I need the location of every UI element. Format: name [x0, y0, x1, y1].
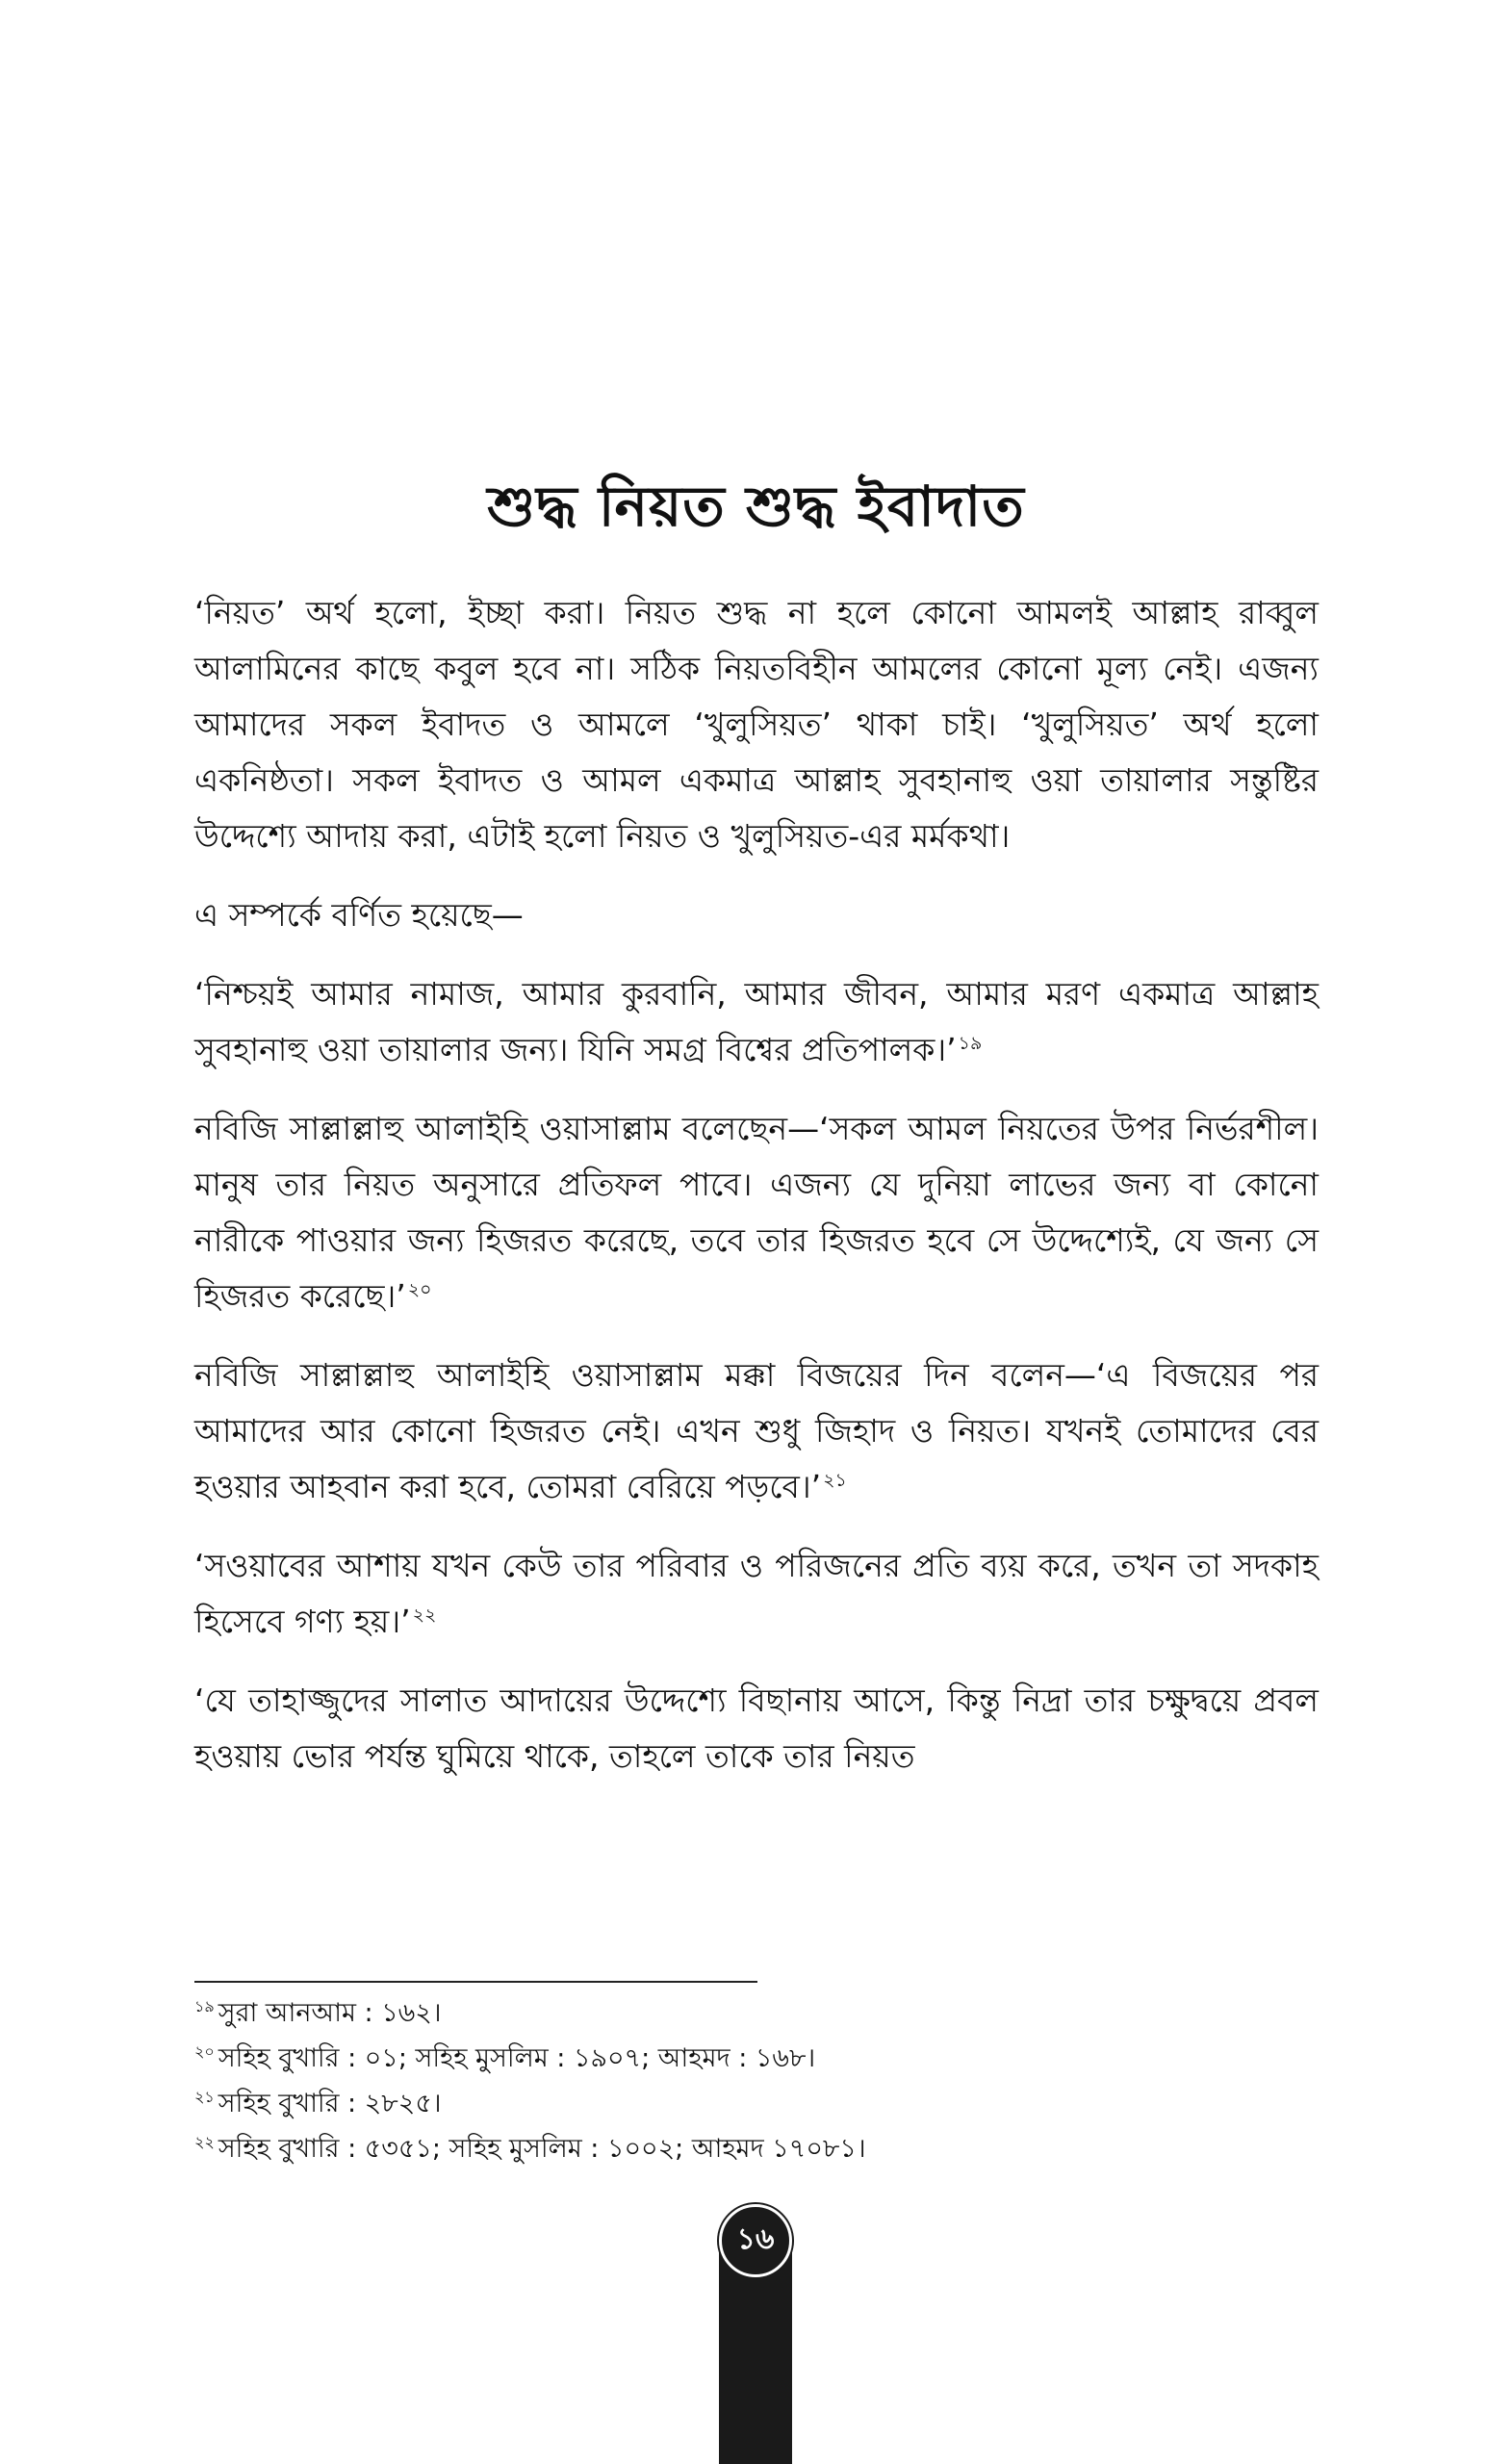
- footnote-ref: ২০: [407, 1279, 432, 1300]
- body-text: [194, 585, 1319, 1808]
- paragraph: [194, 966, 1319, 1078]
- footnote-ref: ১৯: [958, 1033, 983, 1054]
- paragraph-text: নবিজি সাল্লাল্লাহু আলাইহি ওয়াসাল্লাম বলেছেন—‘সকল আমল নিয়তের উপর নির্ভরশীল। মানুষ তার নিয়ত অনুসারে প্রতিফল পাবে। এজন্য যে দুনিয়া লাভের জন্য বা কোনো নারীকে পাওয়ার জন্য হিজরত করেছে, তবে তার হিজরত হবে সে উদ্দেশ্যেই, যে জন্য সে হিজরত করেছে।’: [194, 1110, 1319, 1315]
- footnotes: [194, 1990, 1319, 2171]
- paragraph: [194, 887, 1319, 943]
- paragraph-text: ‘যে তাহাজ্জুদের সালাত আদায়ের উদ্দেশ্যে বিছানায় আসে, কিন্তু নিদ্রা তার চক্ষুদ্বয়ে প্রবল হওয়ায় ভোর পর্যন্ত ঘুমিয়ে থাকে, তাহলে তাকে তার নিয়ত: [194, 1681, 1319, 1775]
- footnote-text: সহিহ বুখারি : ০১; সহিহ মুসলিম : ১৯০৭; আহমদ : ১৬৮।: [218, 2043, 816, 2073]
- page-number: ১৬: [719, 2204, 792, 2277]
- paragraph-text: ‘নিশ্চয়ই আমার নামাজ, আমার কুরবানি, আমার জীবন, আমার মরণ একমাত্র আল্লাহ সুবহানাহু ওয়া তায়ালার জন্য। যিনি সমগ্র বিশ্বের প্রতিপালক।’: [194, 975, 1319, 1068]
- footnote-number: ১৯: [194, 1997, 215, 2015]
- footnote-number: ২১: [194, 2088, 215, 2106]
- footnote: [194, 1990, 1319, 2036]
- paragraph: [194, 1538, 1319, 1650]
- paragraph: [194, 585, 1319, 864]
- paragraph: [194, 1348, 1319, 1515]
- paragraph: [194, 1101, 1319, 1324]
- footnote: [194, 2126, 1319, 2171]
- footnote: [194, 2036, 1319, 2081]
- paragraph-text: ‘সওয়াবের আশায় যখন কেউ তার পরিবার ও পরিজনের প্রতি ব্যয় করে, তখন তা সদকাহ হিসেবে গণ্য হয়।’: [194, 1547, 1319, 1640]
- footnote-text: সুরা আনআম : ১৬২।: [218, 1998, 442, 2028]
- footnote-ref: ২২: [412, 1604, 437, 1626]
- paragraph: [194, 1673, 1319, 1784]
- footnote: [194, 2081, 1319, 2126]
- paragraph-text: ‘নিয়ত’ অর্থ হলো, ইচ্ছা করা। নিয়ত শুদ্ধ না হলে কোনো আমলই আল্লাহ রাব্বুল আলামিনের কাছে কবুল হবে না। সঠিক নিয়তবিহীন আমলের কোনো মূল্য নেই। এজন্য আমাদের সকল ইবাদত ও আমলে ‘খুলুসিয়ত’ থাকা চাই। ‘খুলুসিয়ত’ অর্থ হলো একনিষ্ঠতা। সকল ইবাদত ও আমল একমাত্র আল্লাহ সুবহানাহু ওয়া তায়ালার সন্তুষ্টির উদ্দেশ্যে আদায় করা, এটাই হলো নিয়ত ও খুলুসিয়ত-এর মর্মকথা।: [194, 594, 1319, 855]
- footnote-text: সহিহ বুখারি : ৫৩৫১; সহিহ মুসলিম : ১০০২; আহমদ ১৭০৮১।: [218, 2134, 866, 2164]
- paragraph-text: নবিজি সাল্লাল্লাহু আলাইহি ওয়াসাল্লাম মক্কা বিজয়ের দিন বলেন—‘এ বিজয়ের পর আমাদের আর কোনো হিজরত নেই। এখন শুধু জিহাদ ও নিয়ত। যখনই তোমাদের বের হওয়ার আহবান করা হবে, তোমরা বেরিয়ে পড়বে।’: [194, 1356, 1319, 1505]
- paragraph-text: এ সম্পর্কে বর্ণিত হয়েছে—: [194, 896, 524, 934]
- page-title: শুদ্ধ নিয়ত শুদ্ধ ইবাদাত: [487, 474, 1025, 539]
- footnote-number: ২০: [194, 2042, 215, 2061]
- footnote-ref: ২১: [823, 1470, 847, 1491]
- footnote-number: ২২: [194, 2133, 215, 2151]
- footnote-text: সহিহ বুখারি : ২৮২৫।: [218, 2089, 442, 2118]
- footnote-divider: [194, 1981, 757, 1983]
